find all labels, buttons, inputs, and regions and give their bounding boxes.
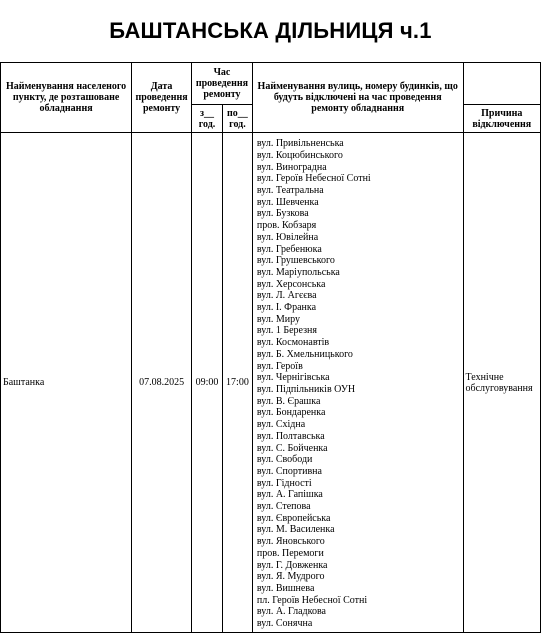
list-item: вул. Героїв	[256, 360, 303, 372]
cell-date: 07.08.2025	[132, 133, 192, 633]
list-item: вул. А. Гапішка	[256, 489, 323, 501]
list-item: вул. Вишнева	[256, 582, 315, 594]
list-item: вул. Східна	[256, 419, 306, 431]
list-item: вул. А. Гладкова	[256, 606, 326, 618]
list-item: вул. Яновського	[256, 536, 325, 548]
table-row	[1, 133, 541, 633]
list-item: вул. М. Василенка	[256, 524, 335, 536]
list-item: вул. Привільненська	[256, 138, 344, 150]
list-item: вул. Європейська	[256, 512, 331, 524]
outage-schedule-table	[0, 62, 541, 633]
list-item: вул. Грушевського	[256, 255, 335, 267]
street-list	[255, 135, 461, 630]
list-item: вул. 1 Березня	[256, 325, 317, 337]
list-item: вул. Г. Довженка	[256, 559, 328, 571]
header-time-from: з__ год.	[192, 105, 223, 133]
cell-streets	[252, 133, 463, 633]
list-item: вул. Бондаренка	[256, 407, 326, 419]
header-streets: Найменування вулиць, номеру будинків, що будуть відключені на час проведення ремонту обладнання	[252, 63, 463, 133]
list-item: вул. Ювілейна	[256, 231, 319, 243]
header-reason-spacer	[463, 63, 540, 105]
header-reason: Причина відключення	[463, 105, 540, 133]
list-item: вул. Л. Агєєва	[256, 290, 317, 302]
header-time-to: по__ год.	[222, 105, 252, 133]
list-item: вул. Театральна	[256, 185, 324, 197]
list-item: вул. Космонавтів	[256, 337, 330, 349]
list-item: вул. Херсонська	[256, 278, 326, 290]
list-item: вул. Бузкова	[256, 208, 309, 220]
list-item: вул. Спортивна	[256, 465, 322, 477]
list-item: вул. Підпільників ОУН	[256, 384, 356, 395]
list-item: вул. Маріупольська	[256, 266, 340, 278]
cell-time-to: 17:00	[222, 133, 252, 633]
list-item: вул. Миру	[256, 313, 300, 325]
list-item: пров. Кобзаря	[256, 220, 317, 232]
list-item: вул. С. Бойченка	[256, 442, 328, 454]
list-item: вул. Полтавська	[256, 430, 325, 442]
header-location: Найменування населеного пункту, де розташоване обладнання	[1, 63, 132, 133]
list-item: вул. Свободи	[256, 454, 313, 466]
list-item: вул. Героїв Небесної Сотні	[256, 173, 371, 185]
header-date: Дата проведення ремонту	[132, 63, 192, 133]
list-item: вул. Б. Хмельницького	[256, 348, 353, 360]
list-item: вул. Виноградна	[256, 161, 327, 173]
list-item: вул. Шевченка	[256, 196, 319, 208]
list-item: вул. Гребенюка	[256, 243, 322, 255]
cell-reason: Технічне обслуговування	[463, 133, 540, 633]
list-item: вул. Степова	[256, 501, 311, 513]
list-item: вул. Чернігівська	[256, 372, 330, 384]
list-item: вул. Коцюбинського	[256, 149, 343, 161]
list-item: вул. Гідності	[256, 477, 312, 489]
list-item: вул. В. Єрашка	[256, 395, 321, 407]
cell-time-from: 09:00	[192, 133, 223, 633]
header-time: Час проведення ремонту	[192, 63, 253, 105]
list-item: вул. Сонячна	[256, 618, 313, 630]
page-title: БАШТАНСЬКА ДІЛЬНИЦЯ ч.1	[109, 18, 432, 43]
list-item: вул. Я. Мудрого	[256, 571, 325, 583]
cell-location: Баштанка	[1, 133, 132, 633]
list-item: вул. І. Франка	[256, 302, 317, 314]
list-item: пл. Героїв Небесної Сотні	[256, 594, 368, 606]
list-item: пров. Перемоги	[256, 547, 324, 559]
